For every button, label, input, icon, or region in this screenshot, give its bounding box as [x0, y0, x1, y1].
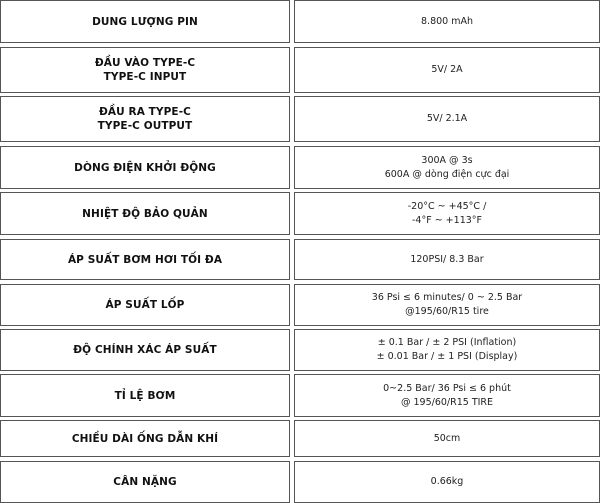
spec-value: ± 0.1 Bar / ± 2 PSI (Inflation): [377, 337, 517, 348]
spec-value: 36 Psi ≤ 6 minutes/ 0 ~ 2.5 Bar: [371, 292, 523, 303]
spec-row-max-inflation-pressure: [0, 239, 600, 280]
spec-label: TỈ LỆ BƠM: [114, 389, 176, 402]
spec-value: 50cm: [433, 432, 461, 444]
spec-value: 5V/ 2.1A: [426, 113, 468, 124]
spec-label: DUNG LƯỢNG PIN: [92, 15, 198, 28]
spec-value-cell: [294, 284, 600, 326]
spec-value: -20°C ~ +45°C /: [407, 200, 487, 212]
spec-row-weight: [0, 461, 600, 503]
spec-label: CÂN NẶNG: [113, 476, 177, 488]
spec-label: ÁP SUẤT BƠM HƠI TỐI ĐA: [67, 253, 223, 266]
spec-row-starting-current: [0, 146, 600, 189]
spec-value-cell: [294, 374, 600, 417]
spec-value: 0~2.5 Bar/ 36 Psi ≤ 6 phút: [383, 382, 511, 394]
spec-value-cell: [294, 47, 600, 93]
spec-value-secondary: @ 195/60/R15 TIRE: [400, 396, 494, 408]
spec-value-cell: [294, 146, 600, 189]
spec-label-cell: [0, 96, 290, 142]
spec-label: ĐẦU VÀO TYPE-C: [94, 57, 196, 69]
spec-value-secondary: 600A @ dòng điện cực đại: [384, 168, 510, 180]
spec-label-cell: [0, 284, 290, 326]
spec-label-cell: [0, 374, 290, 417]
spec-label: CHIỀU DÀI ỐNG DẪN KHÍ: [71, 432, 219, 445]
spec-label-cell: [0, 239, 290, 280]
spec-value-cell: [294, 0, 600, 43]
spec-label: ĐẦU RA TYPE-C: [99, 106, 191, 118]
spec-value-cell: [294, 239, 600, 280]
spec-label-secondary: TYPE-C OUTPUT: [97, 120, 193, 132]
spec-value: 300A @ 3s: [421, 154, 473, 166]
spec-label: DÒNG ĐIỆN KHỞI ĐỘNG: [74, 161, 216, 174]
spec-label: NHIỆT ĐỘ BẢO QUẢN: [82, 207, 208, 220]
spec-label-cell: [0, 420, 290, 457]
spec-value: 5V/ 2A: [431, 64, 463, 75]
spec-value-cell: [294, 420, 600, 457]
spec-value-cell: [294, 461, 600, 503]
spec-label-cell: [0, 329, 290, 371]
spec-row-typec-output: [0, 96, 600, 142]
spec-row-hose-length: [0, 420, 600, 457]
spec-value-secondary: @195/60/R15 tire: [405, 306, 489, 317]
spec-value-cell: [294, 96, 600, 142]
spec-label-cell: [0, 146, 290, 189]
spec-row-typec-input: [0, 47, 600, 93]
spec-label: ĐỘ CHÍNH XÁC ÁP SUẤT: [73, 344, 217, 356]
spec-row-pressure-accuracy: [0, 329, 600, 371]
spec-label: ÁP SUẤT LỐP: [105, 299, 185, 311]
spec-label-cell: [0, 461, 290, 503]
spec-value: 0.66kg: [430, 476, 464, 487]
spec-value: 8.800 mAh: [421, 15, 473, 27]
spec-row-tire-pressure: [0, 284, 600, 326]
spec-label-cell: [0, 0, 290, 43]
spec-value-cell: [294, 192, 600, 235]
spec-value: 120PSI/ 8.3 Bar: [410, 253, 484, 265]
spec-row-inflation-rate: [0, 374, 600, 417]
spec-label-cell: [0, 192, 290, 235]
spec-label-cell: [0, 47, 290, 93]
spec-value-secondary: ± 0.01 Bar / ± 1 PSI (Display): [376, 351, 518, 362]
spec-value-cell: [294, 329, 600, 371]
spec-label-secondary: TYPE-C INPUT: [103, 71, 187, 83]
spec-row-battery-capacity: [0, 0, 600, 43]
spec-row-storage-temperature: [0, 192, 600, 235]
spec-value-secondary: -4°F ~ +113°F: [412, 214, 482, 226]
